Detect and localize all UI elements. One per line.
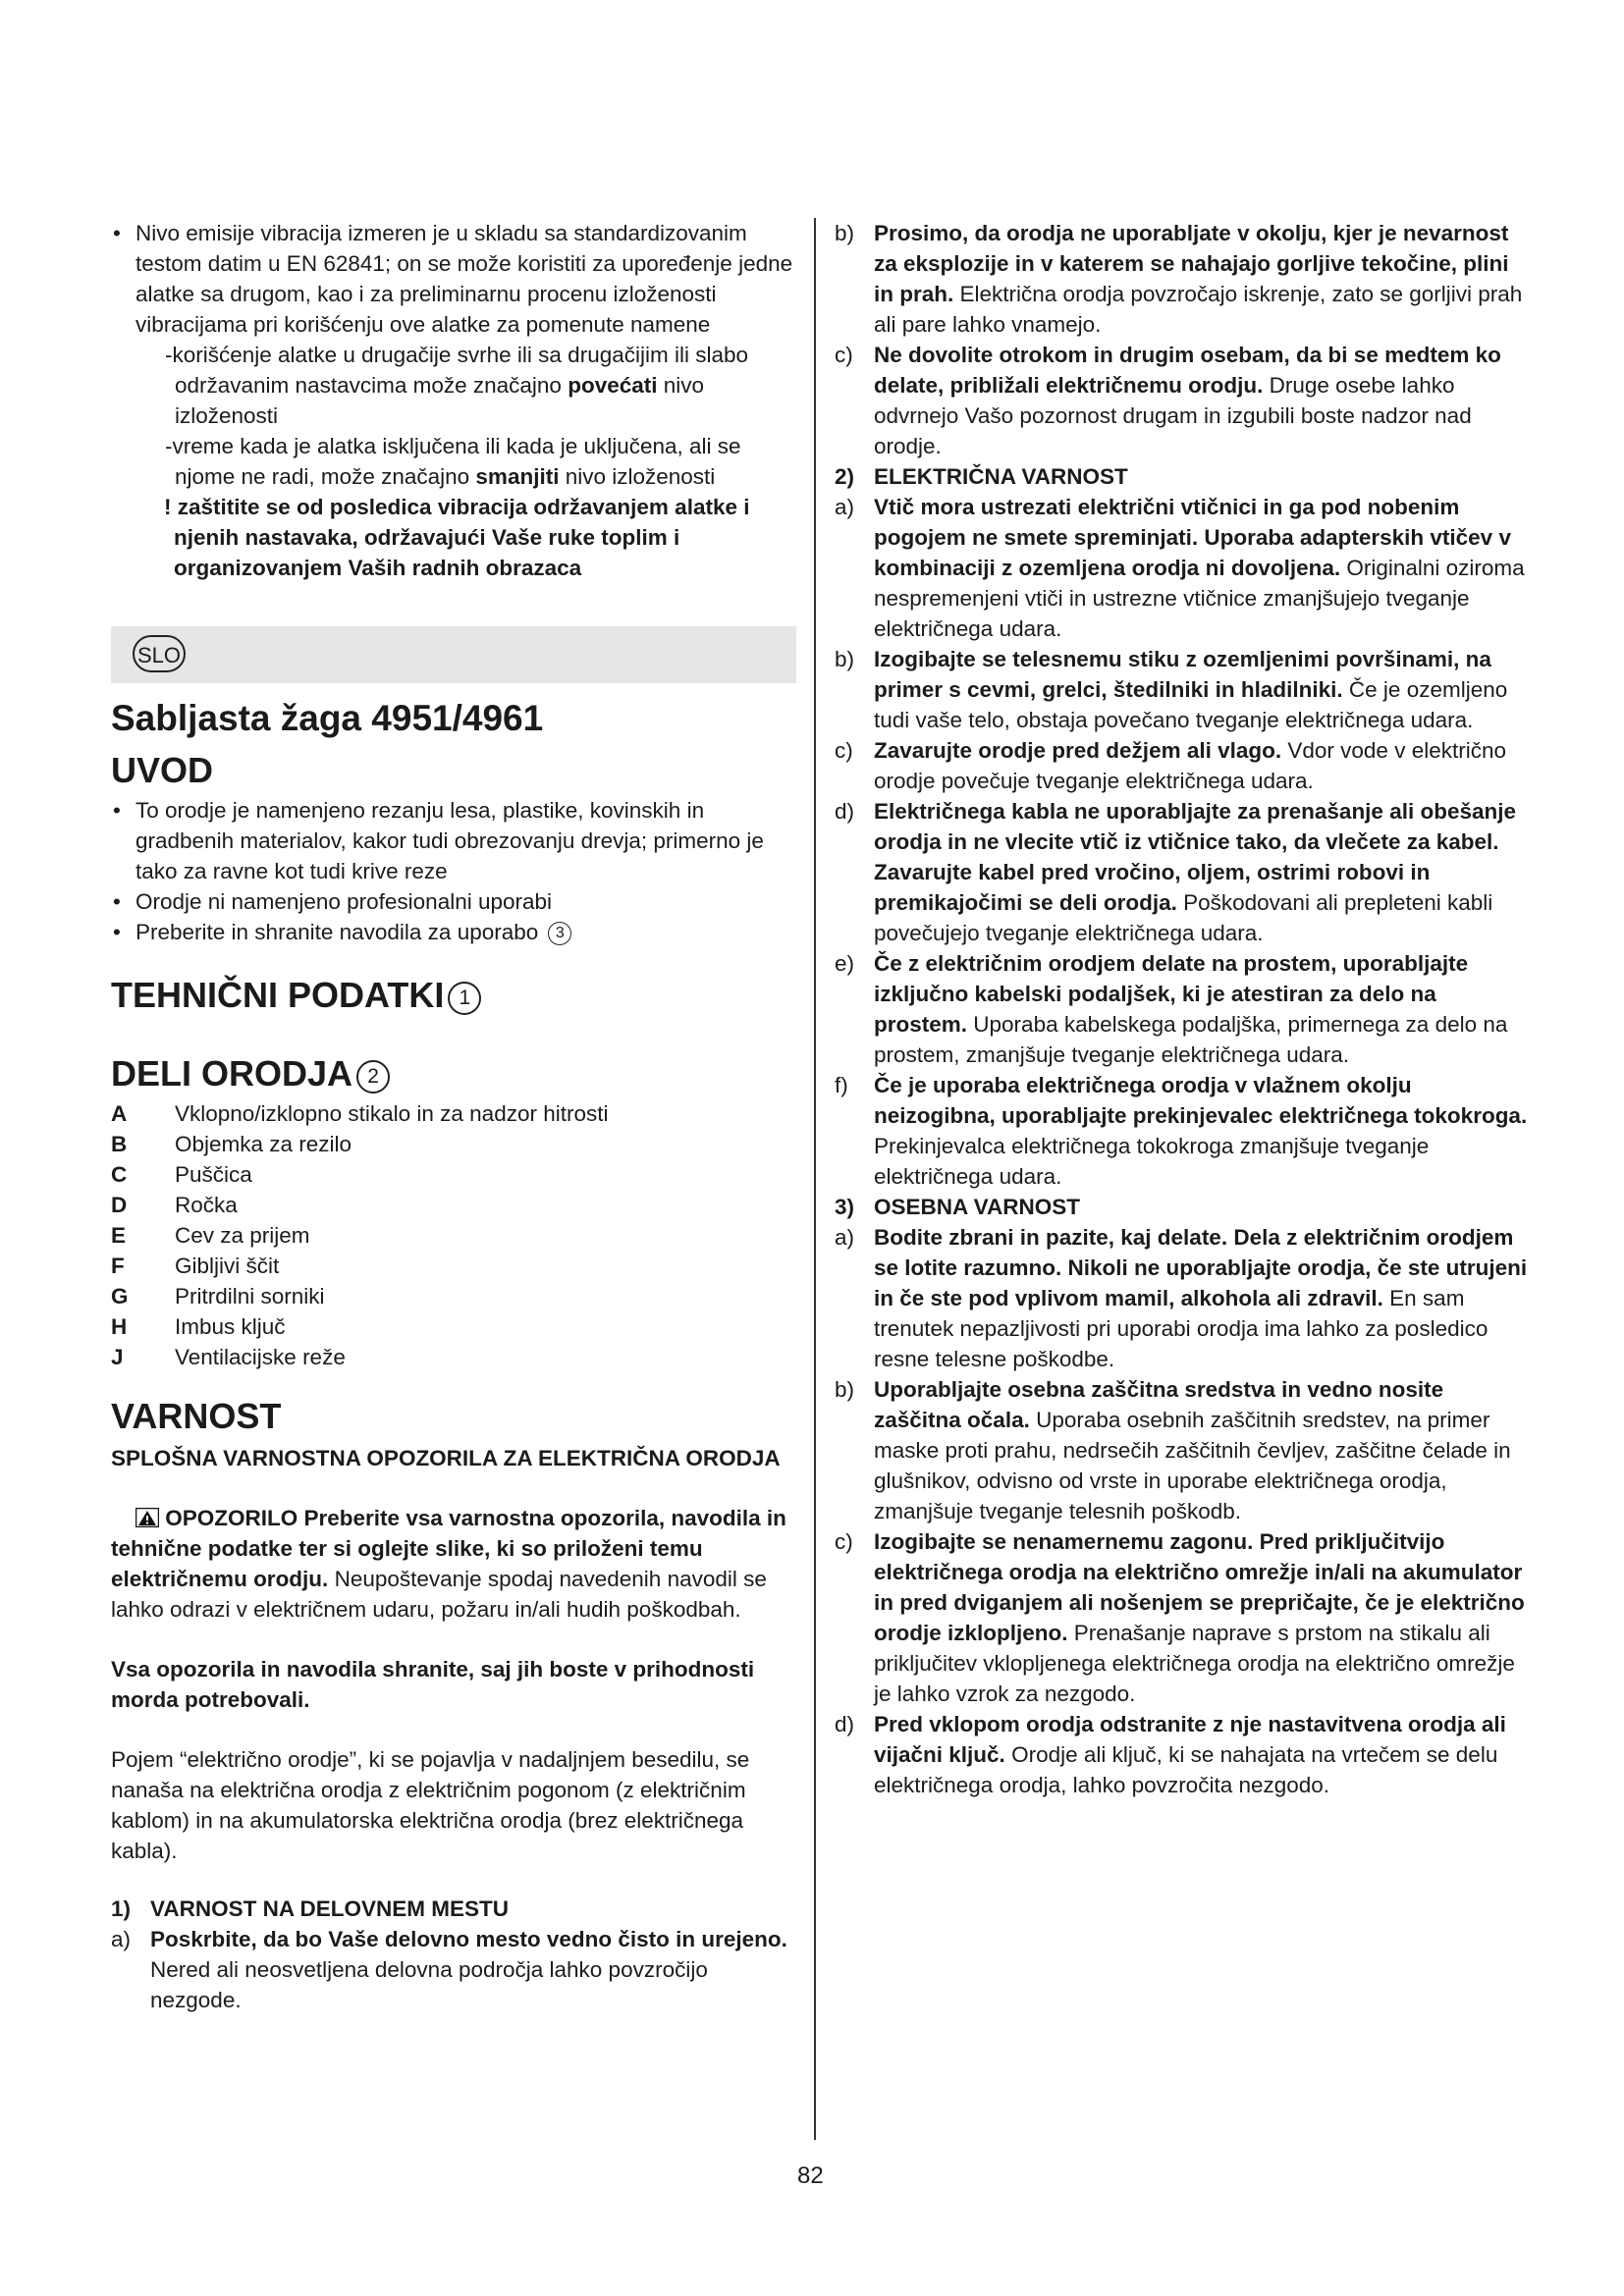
item-marker: a) bbox=[835, 1225, 855, 1250]
dash-emphasis: povećati bbox=[568, 373, 658, 398]
figure-ref: 1 bbox=[448, 982, 481, 1015]
part-label: Pritrdilni sorniki bbox=[175, 1284, 325, 1308]
section-2-item-e bbox=[835, 948, 1532, 1070]
section-3-title bbox=[835, 1192, 1532, 1222]
dash-text: -vreme kada je alatka isključena ili kada je uključena, ali se njome ne radi, može značajno bbox=[165, 434, 741, 489]
product-title: Sabljasta žaga 4951/4961 bbox=[111, 698, 544, 738]
item-marker: c) bbox=[835, 343, 853, 367]
list-item bbox=[111, 1190, 796, 1220]
part-key: B bbox=[111, 1132, 128, 1156]
section-number: 2) bbox=[835, 464, 855, 489]
list-item bbox=[111, 1098, 796, 1129]
part-key: E bbox=[111, 1223, 127, 1248]
item-bold: Uporabljajte osebna zaščitna sredstva in vedno nosite zaščitna očala. bbox=[874, 1377, 1444, 1432]
item-text: Nered ali neosvetljena delovna področja lahko povzročijo nezgode. bbox=[150, 1957, 708, 2012]
list-item bbox=[111, 1251, 796, 1281]
vibration-dash-increase bbox=[111, 340, 796, 431]
section-number: 1) bbox=[111, 1896, 132, 1921]
item-marker: f) bbox=[835, 1073, 848, 1097]
item-text: Uporaba osebnih zaščitnih sredstev, na primer maske proti prahu, nedrsečih zaščitnih čevljev, zaščitne čelade in glušnikov, odvisno od vrste in uporabe električnega orodja, zmanjšuje tveganje telesnih poškodb. bbox=[874, 1408, 1511, 1523]
section-1-title bbox=[111, 1894, 796, 1924]
part-key: D bbox=[111, 1193, 128, 1217]
warning-triangle-icon bbox=[135, 1508, 159, 1527]
right-column bbox=[835, 218, 1532, 1800]
item-bold: Vtič mora ustrezati električni vtičnici in ga pod nobenim pogojem ne smete spreminjati. Uporaba adapterskih vtičev v kombinaciji z ozemljena orodja ni dovoljena. bbox=[874, 495, 1511, 580]
item-marker: d) bbox=[835, 799, 855, 824]
list-item: • To orodje je namenjeno rezanju lesa, plastike, kovinskih in gradbenih materialov, kakor tudi obrezovanju drevja; primerno je tako za ravne kot tudi krive reze bbox=[111, 795, 796, 886]
item-marker: b) bbox=[835, 221, 855, 245]
part-label: Vklopno/izklopno stikalo in za nadzor hitrosti bbox=[175, 1101, 609, 1126]
uvod-list bbox=[111, 795, 796, 947]
item-marker: b) bbox=[835, 1377, 855, 1402]
item-text: Orodje ali ključ, ki se nahajata na vrtečem se delu električnega orodja, lahko povzročita nezgodo. bbox=[874, 1742, 1498, 1797]
section-title-text: VARNOST NA DELOVNEM MESTU bbox=[150, 1896, 510, 1921]
figure-ref: 2 bbox=[356, 1060, 390, 1094]
item-text: Vdor vode v električno orodje povečuje tveganje električnega udara. bbox=[874, 738, 1506, 793]
part-key: A bbox=[111, 1101, 128, 1126]
item-bold: Pred vklopom orodja odstranite z nje nastavitvena orodja ali vijačni ključ. bbox=[874, 1712, 1506, 1767]
section-title-text: ELEKTRIČNA VARNOST bbox=[874, 464, 1128, 489]
section-2-title bbox=[835, 461, 1532, 492]
heading-text: TEHNIČNI PODATKI bbox=[111, 975, 445, 1015]
item-text: Uporaba kabelskega podaljška, primernega za delo na prostem, zmanjšuje tveganje električnega udara. bbox=[874, 1012, 1508, 1067]
section-3-item-a bbox=[835, 1222, 1532, 1374]
safety-heading: VARNOST bbox=[111, 1396, 282, 1436]
section-1-item-c bbox=[835, 340, 1532, 461]
part-label: Cev za prijem bbox=[175, 1223, 310, 1248]
tech-data-heading bbox=[111, 973, 796, 1018]
item-bold: Električnega kabla ne uporabljajte za prenašanje ali obešanje orodja in ne vlecite vtič iz vtičnice tako, da vlečete za kabel. Zavarujte kabel pred vročino, oljem, ostrimi robovi in premikajočimi se deli orodja. bbox=[874, 799, 1517, 915]
item-bold: Zavarujte orodje pred dežjem ali vlago. bbox=[874, 738, 1282, 763]
page-number: 82 bbox=[797, 2163, 824, 2189]
heading-text: DELI ORODJA bbox=[111, 1053, 353, 1094]
part-key: J bbox=[111, 1345, 124, 1369]
column-divider bbox=[814, 218, 816, 2140]
item-bold: Bodite zbrani in pazite, kaj delate. Dela z električnim orodjem se lotite razumno. Nikoli ne uporabljajte orodja, če ste utrujeni in če ste pod vplivom mamil, alkohola ali zdravil. bbox=[874, 1225, 1528, 1310]
parts-heading bbox=[111, 1051, 796, 1096]
item-text: Električna orodja povzročajo iskrenje, zato se gorljivi prah ali pare lahko vnamejo. bbox=[874, 282, 1523, 337]
part-label: Imbus ključ bbox=[175, 1314, 286, 1339]
section-3-item-d bbox=[835, 1709, 1532, 1800]
item-text: Če je ozemljeno tudi vaše telo, obstaja povečano tveganje električnega udara. bbox=[874, 677, 1508, 732]
keep-instructions: Vsa opozorila in navodila shranite, saj jih boste v prihodnosti morda potrebovali. bbox=[111, 1657, 755, 1712]
item-text: Druge osebe lahko odvrnejo Vašo pozornost drugam in izgubili boste nadzor nad orodje. bbox=[874, 373, 1472, 458]
dash-text: -korišćenje alatke u drugačije svrhe ili sa drugačijim ili slabo održavanim nastavcima može značajno bbox=[165, 343, 749, 398]
item-text: Poškodovani ali prepleteni kabli povečujejo tveganje električnega udara. bbox=[874, 890, 1493, 945]
item-marker: c) bbox=[835, 738, 853, 763]
item-text: Prekinjevalca električnega tokokroga zmanjšuje tveganje električnega udara. bbox=[874, 1134, 1430, 1189]
list-item bbox=[111, 1159, 796, 1190]
item-marker: b) bbox=[835, 647, 855, 671]
section-3-item-c bbox=[835, 1526, 1532, 1709]
item-marker: c) bbox=[835, 1529, 853, 1554]
section-1-item-a bbox=[111, 1924, 796, 2015]
dash-emphasis: smanjiti bbox=[475, 464, 560, 489]
section-2-item-a bbox=[835, 492, 1532, 644]
item-marker: a) bbox=[111, 1927, 132, 1951]
item-bold: Izogibajte se nenamernemu zagonu. Pred priključitvijo električnega orodja na električno omrežje in/ali na akumulator in pred dviganjem ali nošenjem se prepričajte, če je električno orodje izklopljeno. bbox=[874, 1529, 1525, 1645]
part-label: Gibljivi ščit bbox=[175, 1254, 280, 1278]
item-text: En sam trenutek nepazljivosti pri uporabi orodja ima lahko za posledico resne telesne poškodbe. bbox=[874, 1286, 1489, 1371]
figure-ref: 3 bbox=[548, 922, 571, 945]
section-2-item-f bbox=[835, 1070, 1532, 1192]
vibration-warning: ! zaštitite se od posledica vibracija održavanjem alatke i njenih nastavaka, održavajući Vaše ruke toplim i organizovanjem Vaših radnih obrazaca bbox=[164, 495, 750, 580]
list-item bbox=[111, 1129, 796, 1159]
dash-text: nivo izloženosti bbox=[559, 464, 716, 489]
section-number: 3) bbox=[835, 1195, 855, 1219]
term-paragraph: Pojem “električno orodje”, ki se pojavlja v nadaljnjem besedilu, se nanaša na električna orodja z električnim pogonom (z električnim kablom) in na akumulatorska električna orodja (brez električnega kabla). bbox=[111, 1747, 750, 1863]
item-bold: Če je uporaba električnega orodja v vlažnem okolju neizogibna, uporabljajte prekinjevalec električnega tokokroga. bbox=[874, 1073, 1528, 1128]
vibration-bullet: • Nivo emisije vibracija izmeren je u skladu sa standardizovanim testom datim u EN 62841; on se može koristiti za upoređenje jedne alatke sa drugom, kao i za preliminarnu procenu izloženosti vibracijama pri korišćenju ove alatke za pomenute namene bbox=[111, 218, 796, 340]
item-bold: Poskrbite, da bo Vaše delovno mesto vedno čisto in urejeno. bbox=[150, 1927, 787, 1951]
left-column bbox=[111, 218, 796, 2015]
part-label: Ročka bbox=[175, 1193, 238, 1217]
part-key: G bbox=[111, 1284, 129, 1308]
part-key: H bbox=[111, 1314, 128, 1339]
uvod-heading: UVOD bbox=[111, 750, 214, 790]
section-3-item-b bbox=[835, 1374, 1532, 1526]
list-item bbox=[111, 1342, 796, 1372]
vibration-dash-decrease bbox=[111, 431, 796, 492]
item-text: Originalni oziroma nespremenjeni vtiči in ustrezne vtičnice zmanjšujejo tveganje električnega udara. bbox=[874, 556, 1525, 641]
warning-text: Neupoštevanje spodaj navedenih navodil se lahko odrazi v električnem udaru, požaru in/ali hudih poškodbah. bbox=[111, 1567, 767, 1622]
item-bold: Izogibajte se telesnemu stiku z ozemljenimi površinami, na primer s cevmi, grelci, štedilniki in hladilniki. bbox=[874, 647, 1491, 702]
section-2-item-b bbox=[835, 644, 1532, 735]
list-item bbox=[111, 1281, 796, 1311]
section-2-item-d bbox=[835, 796, 1532, 948]
item-marker: a) bbox=[835, 495, 855, 519]
item-marker: d) bbox=[835, 1712, 855, 1736]
language-badge: SLO bbox=[133, 635, 186, 672]
warning-paragraph bbox=[111, 1503, 796, 1625]
part-label: Objemka za rezilo bbox=[175, 1132, 352, 1156]
dash-text: nivo izloženosti bbox=[175, 373, 705, 428]
warning-bold-text: OPOZORILO Preberite vsa varnostna opozorila, navodila in tehnične podatke ter si oglejte slike, ki so priloženi temu električnemu orodju. bbox=[111, 1506, 786, 1591]
part-key: C bbox=[111, 1162, 128, 1187]
section-2-item-c bbox=[835, 735, 1532, 796]
part-label: Ventilacijske reže bbox=[175, 1345, 346, 1369]
list-item bbox=[111, 1311, 796, 1342]
part-key: F bbox=[111, 1254, 125, 1278]
item-text: Prenašanje naprave s prstom na stikalu ali priključitev vklopljenega električnega orodja na električno omrežje je lahko vzrok za nezgodo. bbox=[874, 1621, 1515, 1706]
item-bold: Ne dovolite otrokom in drugim osebam, da bi se medtem ko delate, približali električnemu orodju. bbox=[874, 343, 1501, 398]
section-title-text: OSEBNA VARNOST bbox=[874, 1195, 1081, 1219]
list-item bbox=[111, 1220, 796, 1251]
parts-list bbox=[111, 1098, 796, 1372]
language-band bbox=[111, 626, 796, 683]
item-bold: Prosimo, da orodja ne uporabljate v okolju, kjer je nevarnost za eksplozije in v katerem se nahajajo gorljive tekočine, plini in prah. bbox=[874, 221, 1509, 306]
safety-subheading: SPLOŠNA VARNOSTNA OPOZORILA ZA ELEKTRIČNA ORODJA bbox=[111, 1446, 781, 1470]
item-marker: e) bbox=[835, 951, 855, 976]
part-label: Puščica bbox=[175, 1162, 252, 1187]
section-1-item-b bbox=[835, 218, 1532, 340]
list-item-text: Preberite in shranite navodila za uporabo bbox=[135, 920, 539, 944]
item-bold: Če z električnim orodjem delate na prostem, uporabljajte izključno kabelski podaljšek, ki je atestiran za delo na prostem. bbox=[874, 951, 1469, 1037]
list-item bbox=[111, 917, 796, 947]
list-item: • Orodje ni namenjeno profesionalni uporabi bbox=[111, 886, 796, 917]
